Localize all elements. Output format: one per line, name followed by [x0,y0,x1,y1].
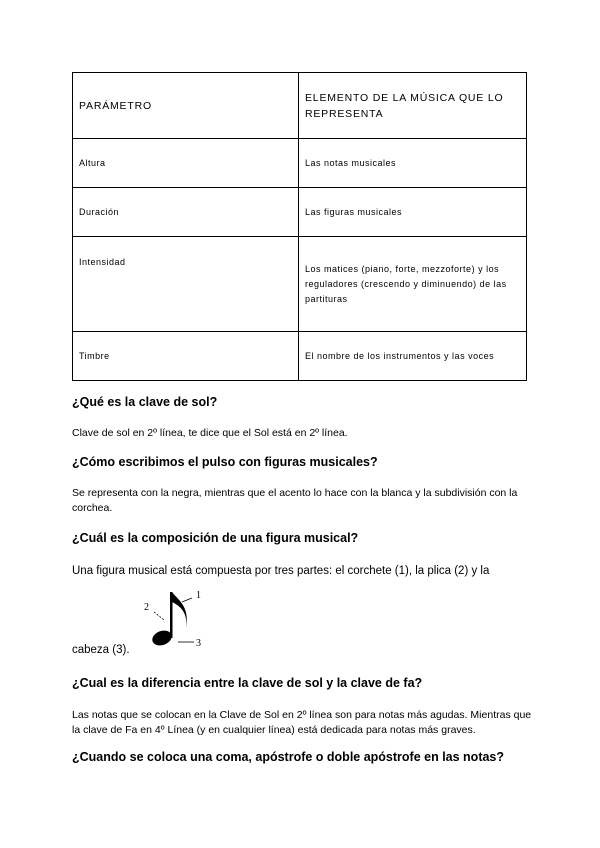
table-cell: Timbre [73,332,299,381]
note-flag-icon [172,592,187,628]
table-cell: Altura [73,139,299,188]
section-text: Las notas que se colocan en la Clave de Sol en 2º línea son para notas más agudas. Mientras que la clave de Fa en 4º Línea (y en cualquier línea) está dedicada para notas más graves. [72,709,532,736]
section-heading: ¿Qué es la clave de sol? [72,395,218,409]
label-1: 1 [196,590,201,601]
table-row [73,188,527,237]
table-row [73,237,527,332]
arrow-line [154,612,164,620]
table-cell: Las figuras musicales [299,188,527,237]
section-heading: ¿Cuando se coloca una coma, apóstrofe o doble apóstrofe en las notas? [72,750,505,764]
table-cell: Las notas musicales [299,139,527,188]
table-cell: Los matices (piano, forte, mezzoforte) y los reguladores (crescendo y diminuendo) de las partituras [299,237,527,332]
section-heading: ¿Cuál es la composición de una figura musical? [72,531,359,545]
section-heading: ¿Cómo escribimos el pulso con figuras musicales? [72,455,378,469]
section-heading: ¿Cual es la diferencia entre la clave de sol y la clave de fa? [72,676,423,690]
table-row [73,332,527,381]
table-header-row [73,73,527,139]
table-cell: Duración [73,188,299,237]
table-cell: Intensidad [73,237,299,332]
label-2: 2 [144,602,149,613]
header-cell: PARÁMETRO [73,73,299,139]
table-row [73,139,527,188]
section-text-continued: cabeza (3). [72,644,130,656]
section-text: Clave de sol en 2º línea, te dice que el Sol está en 2º línea. [72,427,348,439]
arrow-line [182,598,192,602]
section-text: Se representa con la negra, mientras que el acento lo hace con la blanca y la subdivisión con la corchea. [72,487,518,514]
table-cell: El nombre de los instrumentos y las voces [299,332,527,381]
parameters-table [72,72,527,381]
section-text: Una figura musical está compuesta por tres partes: el corchete (1), la plica (2) y la [72,565,490,577]
header-cell: ELEMENTO DE LA MÚSICA QUE LO REPRESENTA [299,73,527,139]
label-3: 3 [196,638,201,649]
